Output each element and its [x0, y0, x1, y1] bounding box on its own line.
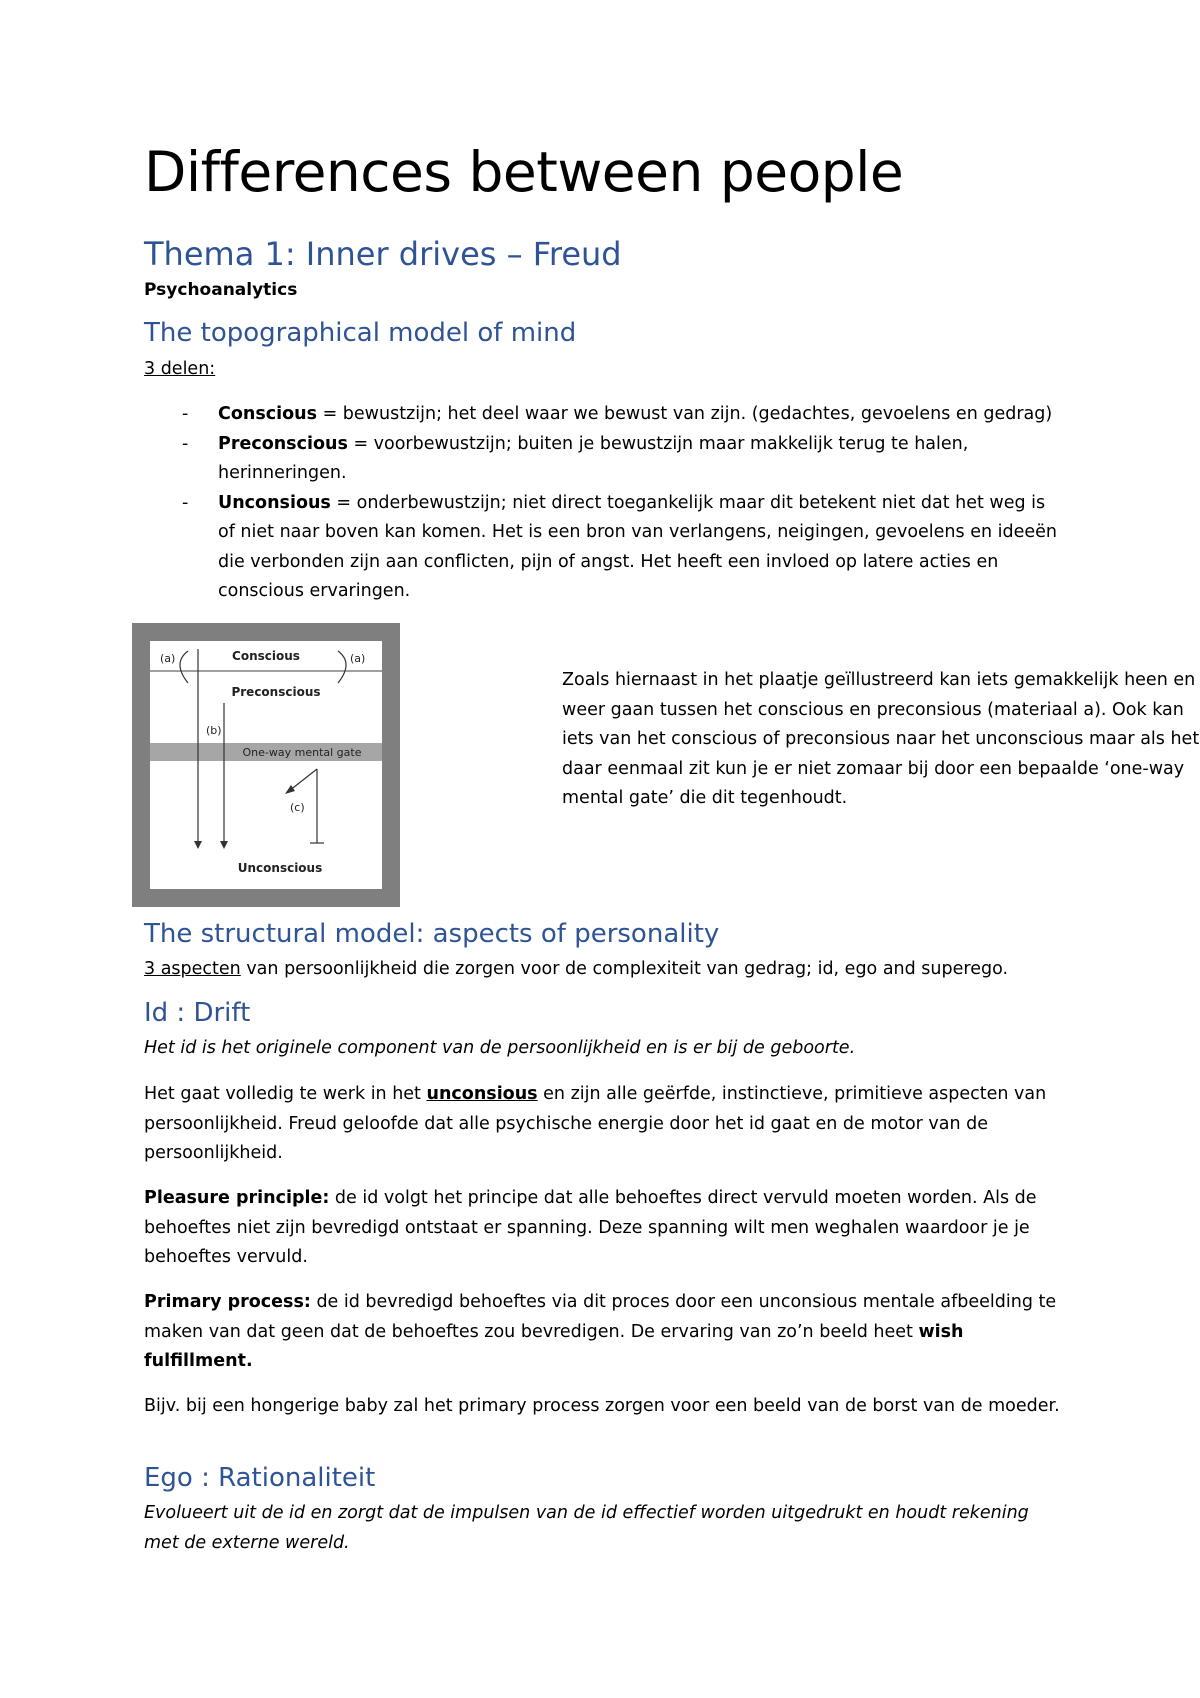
list-text: = onderbewustzijn; niet direct toegankelijk maar dit betekent niet dat het weg is of niet naar boven kan komen. Het is een bron van verlangens, neigingen, gevoelens en ideeën die verbonden zijn aan conflicten, pijn of angst. Het heeft een invloed op latere acties en conscious ervaringen. [218, 492, 1057, 601]
id-p1-a: Het gaat volledig te werk in het [144, 1084, 427, 1104]
structural-intro-underlined: 3 aspecten [144, 959, 241, 979]
primary-term: Primary process: [144, 1292, 311, 1312]
list-term: Conscious [218, 404, 318, 424]
label-a-right: (a) [350, 652, 366, 665]
list-term: Preconscious [218, 433, 348, 454]
structural-intro-rest: van persoonlijkheid die zorgen voor de complexiteit van gedrag; id, ego and superego. [240, 959, 1009, 979]
list-term: Unconsious [218, 492, 331, 513]
topographical-list [144, 400, 1064, 607]
id-italic-intro: Het id is het originele component van de persoonlijkheid en is er bij de geboorte. [144, 1038, 856, 1058]
primary-text: de id bevredigd behoeftes via dit proces door een unconsious mentale afbeelding te maken van dat geen dat de behoeftes zou bevredigen. De ervaring van zo’n beeld heet [144, 1292, 1057, 1342]
label-unconscious: Unconscious [237, 861, 323, 875]
example-paragraph: Bijv. bij een hongerige baby zal het primary process zorgen voor een beeld van de borst van de moeder. [144, 1396, 1060, 1416]
dash-bullet: - [182, 492, 189, 513]
pleasure-text: de id volgt het principe dat alle behoeftes direct vervuld moeten worden. Als de behoeftes niet zijn bevredigd ontstaat er spanning. Deze spanning wilt men weghalen waardoor je je behoeftes vervuld. [144, 1188, 1037, 1267]
ego-heading: Ego : Rationaliteit [144, 1463, 376, 1493]
theme1-heading: Thema 1: Inner drives – Freud [144, 235, 622, 273]
dash-bullet: - [182, 433, 189, 454]
list-text: = bewustzijn; het deel waar we bewust van zijn. (gedachtes, gevoelens en gedrag) [317, 404, 1053, 424]
list-item [144, 430, 1064, 489]
label-preconscious: Preconscious [231, 685, 321, 699]
primary-process-paragraph [144, 1288, 1064, 1377]
id-p1-b: en zijn alle geërfde, instinctieve, primitieve aspecten van persoonlijkheid. Freud geloofde dat alle psychische energie door het id gaat en de motor van de persoonlijkheid. [144, 1084, 1047, 1163]
structural-intro [144, 955, 1064, 985]
id-p1-underlined: unconsious [426, 1084, 538, 1104]
structural-heading: The structural model: aspects of personality [144, 919, 720, 949]
label-c: (c) [290, 801, 305, 814]
list-text: = voorbewustzijn; buiten je bewustzijn maar makkelijk terug te halen, herinneringen. [218, 433, 969, 483]
diagram-svg [132, 623, 400, 907]
topographical-intro: 3 delen: [144, 359, 216, 379]
label-a-left: (a) [160, 652, 176, 665]
label-conscious: Conscious [232, 649, 300, 663]
figure-caption: Zoals hiernaast in het plaatje geïllustreerd kan iets gemakkelijk heen en weer gaan tussen het conscious en preconsious (materiaal a). Ook kan iets van het conscious of preconsious naar het unconscious maar als het daar eenmaal zit kun je er niet zomaar bij door een bepaalde ‘one-way mental gate’ die dit tegenhoudt. [562, 670, 1200, 808]
label-gate: One-way mental gate [242, 746, 362, 759]
list-item [144, 400, 1064, 430]
ego-italic-intro: Evolueert uit de id en zorgt dat de impulsen van de id effectief worden uitgedrukt en houdt rekening met de externe wereld. [144, 1503, 1029, 1553]
theme1-subtitle: Psychoanalytics [144, 280, 298, 300]
document-title: Differences between people [144, 140, 904, 204]
pleasure-principle-paragraph [144, 1184, 1064, 1273]
topographical-heading: The topographical model of mind [144, 318, 577, 348]
id-heading: Id : Drift [144, 998, 251, 1028]
list-item [144, 489, 1064, 607]
label-b: (b) [206, 724, 222, 737]
dash-bullet: - [182, 404, 189, 424]
topographical-diagram [132, 623, 400, 907]
pleasure-term: Pleasure principle: [144, 1188, 330, 1208]
id-paragraph-1 [144, 1080, 1064, 1169]
primary-bold-end: wish fulfillment. [144, 1321, 964, 1371]
